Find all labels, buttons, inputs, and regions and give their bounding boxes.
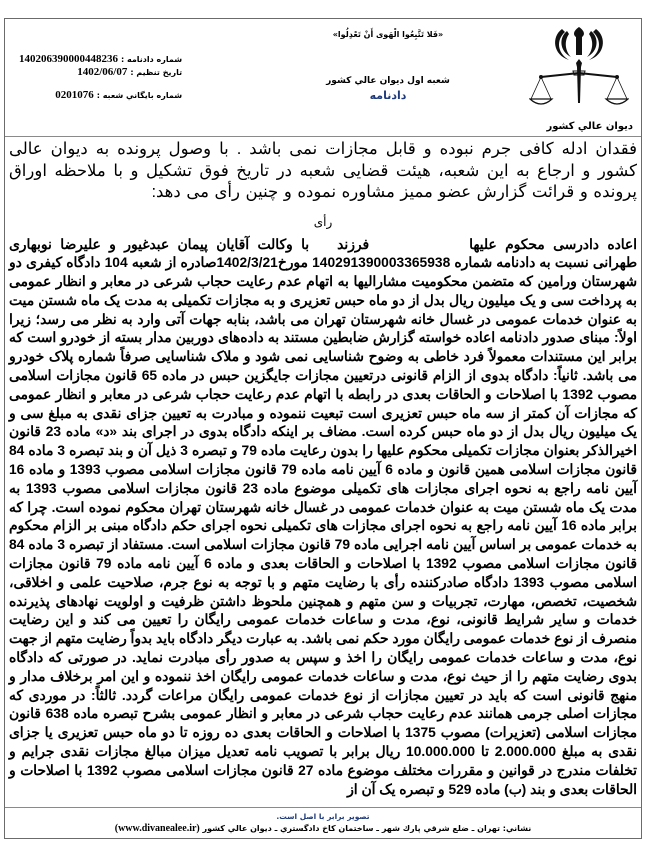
address-text: نشاني: تهران ـ ضلع شرقي پارك شهر ـ ساختمان كاخ دادگستري ـ ديوان عالي كشور	[202, 824, 532, 834]
supreme-court-emblem	[523, 23, 635, 133]
date-row	[19, 66, 182, 79]
emblem-column	[521, 19, 641, 136]
court-address	[5, 822, 641, 836]
date-label: تاريخ تنظيم :	[130, 68, 183, 77]
certified-copy-note: تصوير برابر با اصل است.	[276, 812, 370, 822]
archive-number: 0201076	[55, 89, 94, 101]
document-header	[5, 19, 641, 137]
verdict-body	[5, 137, 641, 807]
court-branch: شعبه اول ديوان عالي كشور	[326, 76, 450, 86]
verdict-document	[4, 18, 642, 839]
verdict-start: اعاده دادرسی محکوم علیها	[469, 236, 637, 252]
verdict-number-label: شماره دادنامه :	[121, 55, 183, 64]
header-center-column	[255, 19, 521, 136]
intro-paragraph: فقدان ادله کافی جرم نبوده و قابل مجازات نمی باشد . با وصول پرونده به دیوان عالی کشور و ارجاع به این شعبه، هیئت قضایی شعبه در تاریخ فوق تشکیل و با ملاحظه اوراق پرونده و قرائت گزارش عضو ممیز مشاوره نموده و چنین رأی می دهد:	[9, 140, 637, 201]
document-title: دادنامه	[369, 89, 407, 102]
document-meta	[19, 53, 182, 102]
website-link[interactable]: (www.divanealee.ir)	[114, 823, 200, 835]
verdict-number: 140206390000448236	[19, 53, 118, 65]
verdict-son: فرزند	[337, 236, 370, 252]
scales-of-justice-icon	[529, 23, 629, 115]
document-footer	[5, 807, 641, 838]
date-value: 1402/06/07	[77, 66, 128, 78]
meta-column	[5, 19, 255, 136]
quran-verse: «فَلا تَتَّبِعُوا الْهَوى أَنْ تَعْدِلُوا»	[332, 30, 444, 39]
archive-number-row	[19, 89, 182, 102]
verdict-paragraph	[9, 236, 637, 800]
verdict-heading: رأی	[313, 214, 333, 229]
verdict-number-row	[19, 53, 182, 66]
verdict-rest: با وکالت آقایان پیمان عبدغیور و علیرضا نوبهاری طهرانی نسبت به دادنامه شماره 140291390003365938 مورخ1402/3/21صادره از شعبه 104 دادگاه کیفری دو شهرستان ورامین که متضمن محکومیت مشارالیها به اتهام عدم رعایت حجاب شرعی در معابر و انظار عمومی به پرداخت سی و یک میلیون ریال بدل از دو ماه حبس تعزیری و به مجازات تکمیلی به مدت یک ماه شستن میت به عنوان خدمات عمومی در غسال خانه شهرستان تهران می باشد، بنابه جهات آتی وارد به نظر می رسد؛ زیرا اولاً: مبنای صدور دادنامه اعاده خواسته گزارش ضابطین مستند به داده‌های دوربین مدار بسته از خودرو است که برابر این مستندات معمولاً فرد خاطی به وضوح شناسایی نمی شود و ملاک شناسایی صرفاً شماره پلاک خودرو می باشد. ثانیاً: دادگاه بدوی از الزام قانونی درتعیین مجازات جایگزین حبس در ماده 65 قانون مجازات اسلامی مصوب 1392 با اصلاحات و الحاقات بعدی در رابطه با اتهام عدم رعایت حجاب شرعی در معابر و انظار عمومی که مجازات آن کمتر از سه ماه حبس تعزیری است تبعیت ننموده و مبادرت به تعیین جزای نقدی به مبلغ سی و یک میلیون ریال بدل از دو ماه حبس کرده است. مضاف بر اینکه دادگاه بدوی در اجرای بند «د» ماده 23 قانون اخیرالذکر بعنوان مجازات تکمیلی محکوم علیها را بدون رعایت ماده 79 و تبصره 3 ذیل آن و بند تبصره 3 ماده 84 قانون مجازات اسلامی همین قانون و ماده 6 آیین نامه ماده 79 قانون مجازات اسلامی مصوب 1393 و ماده 16 آیین نامه راجع به نحوه اجرای مجازات های تکمیلی موضوع ماده 23 قانون مجازات اسلامی مصوب 1393 به مدت یک ماه شستن میت به عنوان خدمات عمومی در غسال خانه شهرستان تهران محکوم نموده است. چرا که برابر ماده 16 آیین نامه راجع به نحوه اجرای مجازات های تکمیلی نحوه اجرای حکم دادگاه مبنی بر الزام محکوم به خدمات عمومی بر اساس آیین نامه اجرایی ماده 79 قانون مجازات اسلامی است. مستفاد از تبصره 3 ماده 84 قانون مجازات اسلامی مصوب 1392 با اصلاحات و الحاقات بعدی و ماده 6 آیین نامه ماده 79 قانون مجازات اسلامی مصوب 1393 دادگاه صادرکننده رأی با رضایت متهم و با توجه به نوع جرم، صلاحیت علمی و اخلاقی، شخصیت، تخصص، مهارت، تجربیات و سن متهم و همچنین ملحوظ داشتن ظرفیت و اولویت نهادهای پذیرنده خدمات و سایر شرایط قانونی، نوع، مدت و ساعات خدمات عمومی رایگان را تعیین می کند و این رضایت منصرف از نوع خدمات عمومی رایگان مورد حکم نمی باشد. به عبارت دیگر دادگاه باید بدواً رضایت متهم از جهت نوع، مدت و ساعات خدمات عمومی رایگان را اخذ و سپس به صدور رأی مبادرت نماید. در صورتی که دادگاه بدوی رضایت متهم را از حیث نوع، مدت و ساعات خدمات عمومی رایگان اخذ ننموده و این امر برخلاف مدار و منهج قانونی است که باید در تعیین مجازات از نوع خدمات عمومی رایگان مراعات گردد. ثالثاً: در موردی که مجازات اصلی جرمی همانند عدم رعایت حجاب شرعی در معابر و انظار عمومی بشرح تبصره ماده 638 قانون مجازات اسلامی (تعزیرات) مصوب 1375 با اصلاحات و الحاقات بعدی ده روزه تا دو ماه حبس تعزیری یا جزای نقدی به مبلغ 2.000.000 تا 10.000.000 ریال برابر با تصویب نامه تعدیل میزان مبالغ مجازات نقدی جرایم و تخلفات مندرج در قوانین و مقررات مختلف موضوع ماده 27 قانون مجازات اسلامی مصوب 1392 با اصلاحات و الحاقات بعدی و بند (ب) ماده 529 و تبصره یک آن از	[9, 236, 637, 797]
archive-number-label: شماره بايگاني شعبه :	[96, 91, 183, 100]
emblem-caption: ديوان عالي كشور	[546, 121, 633, 132]
